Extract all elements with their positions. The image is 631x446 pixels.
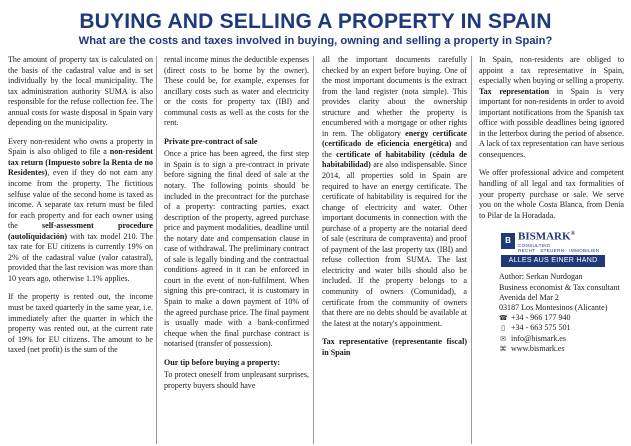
logo-subtitle: CONSULTING (518, 242, 551, 248)
author: Author: Serkan Nurdogan (499, 272, 583, 282)
mobile-icon: ▯ (501, 324, 505, 333)
section-heading: Private pre-contract of sale (164, 136, 258, 146)
paragraph: We offer professional advice and competent handling of all legal and tax formalities of your property purchase or sale. We serve you on the whole Costa Blanca, from Denia to Pilar de la Horadada. (479, 168, 624, 220)
phone-row (499, 313, 624, 323)
column-divider (313, 56, 314, 444)
logo-name: BISMARK® (518, 230, 576, 243)
paragraph: To protect oneself from unpleasant surprises, property buyers should have (164, 370, 309, 390)
column-1 (8, 55, 153, 364)
author-role: Business economist & Tax consultant (499, 282, 620, 292)
mail-icon: ✉ (500, 334, 506, 343)
paragraph: Once a price has been agreed, the first step in Spain is to sign a pre-contract in private before signing the final deed of sale at the notary. The following points should be included in the precontract for the purchase of a property: contracting parties, exact description of the property, agreed purchase price and payment modalities, deadline until the notary date and compensation clause in case of withdrawal. The preliminary contract of sale is legally binding and the contractual conditions agreed in it can be enforced in court in the event of non-fulfilment. When signing this pre-contract, it is customary in Spain to make a down payment of 10% of the agreed purchase price. The final payment is usually made with a bank-confirmed cheque when the final purchase contract is notarised (transfer of possession). (164, 149, 309, 349)
contact-block (499, 272, 624, 354)
paragraph: If the property is rented out, the income must be taxed quarterly in the same year, i.e. immediately after the quarter in which the property was rented out, at the current rate of 19% for EU citizens. The amount to be taxed (net profit) is the sum of the (8, 292, 153, 355)
address-city: 03187 Los Montesinos (Alicante) (499, 303, 608, 313)
paragraph: The amount of property tax is calculated on the basis of the cadastral value and is set individually by the local municipality. The tax administration authority SUMA is also responsible for the refuse collection fee. The annual costs for waste disposal in Spain vary depending on the municipality. (8, 55, 153, 128)
phone-number[interactable]: +34 - 966 177 940 (511, 313, 571, 323)
section-heading: Tax representative (representante fiscal) in Spain (322, 337, 467, 357)
address-street: Avenida del Mar 2 (499, 292, 559, 302)
paragraph: rental income minus the deductible expenses (direct costs to be borne by the owner). These could be, for example, expenses for ancillary costs such as water and electricity or the costs for property tax (IBI) and communal costs as well as the costs for the rent. (164, 55, 309, 128)
paragraph: Every non-resident who owns a property in Spain is also obliged to file a non-resident tax return (Impuesto sobre la Renta de no Residentes), even if they do not earn any income from the property. The fictitious selfuse value of the second home is taxed as income. A separate tax return must be filed for each property and for each owner using the self-assessment procedure (autoliquidación) with tax model 210. The tax rate for EU citizens is currently 19% on 2% of the cadastral value (valor catastral), provided that the last revision was more than 10 years ago, otherwise 1.1% applies. (8, 136, 154, 283)
column-4 (479, 55, 624, 354)
mobile-row (499, 323, 624, 333)
email-row (499, 334, 624, 344)
logo-slogan: ALLES AUS EINER HAND (501, 255, 605, 268)
section-heading: Our tip before buying a property: (164, 357, 281, 367)
phone-icon: ☎ (499, 314, 508, 323)
website-link[interactable]: www.bismark.es (511, 343, 565, 353)
page-title: BUYING AND SELLING A PROPERTY IN SPAIN (79, 10, 552, 33)
email-link[interactable]: info@bismark.es (511, 333, 567, 343)
web-icon: ⌘ (499, 344, 507, 353)
column-divider (471, 56, 472, 444)
logo-mark: B (501, 233, 515, 249)
web-row (499, 344, 624, 354)
page-subtitle: What are the costs and taxes involved in buying, owning and selling a property in Spain? (78, 35, 553, 47)
paragraph: all the important documents carefully checked by an expert before buying. One of the most important documents is the extract from the land register (nota simple). This provides clarity about the ownership structure and whether the property is encumbered with a mortgage or other rights in rem. The obligatory energy certificate (certificado de eficiencia energética) and the certificate of habitability (cédula de habitabilidad) are also indispensable. Since 2014, all properties sold in Spain are required to have an energy certificate. The certificate of habitability is required for the change of electricity and water. Other important documents in connection with the purchase of a property are the notarial deed of sale (escritura de compraventa) and proof of payment of the last property tax (IBI) and refuse collection from SUMA. The last electricity and water bills should also be included. If the property belongs to a community of owners (Comunidad), a certificate from the community of owners that there are no debts should be available at the latest at the notary's appointment. (322, 55, 468, 328)
bismark-logo (501, 229, 605, 267)
mobile-number[interactable]: +34 - 663 575 501 (511, 323, 571, 333)
logo-tagline: RECHT · STEUERN · IMMOBILIEN (518, 247, 600, 253)
column-3 (322, 55, 467, 360)
column-divider (156, 56, 157, 444)
paragraph: In Spain, non-residents are obliged to appoint a tax representative in Spain, especially when buying or selling a property. Tax representation in Spain is very important for non-residents in order to avoid important notifications from the Spanish tax office with possible deadlines being ignored in the letterbox during the period of absence. A lack of tax representation can have serious consequences. (479, 55, 624, 159)
column-2 (164, 55, 309, 399)
